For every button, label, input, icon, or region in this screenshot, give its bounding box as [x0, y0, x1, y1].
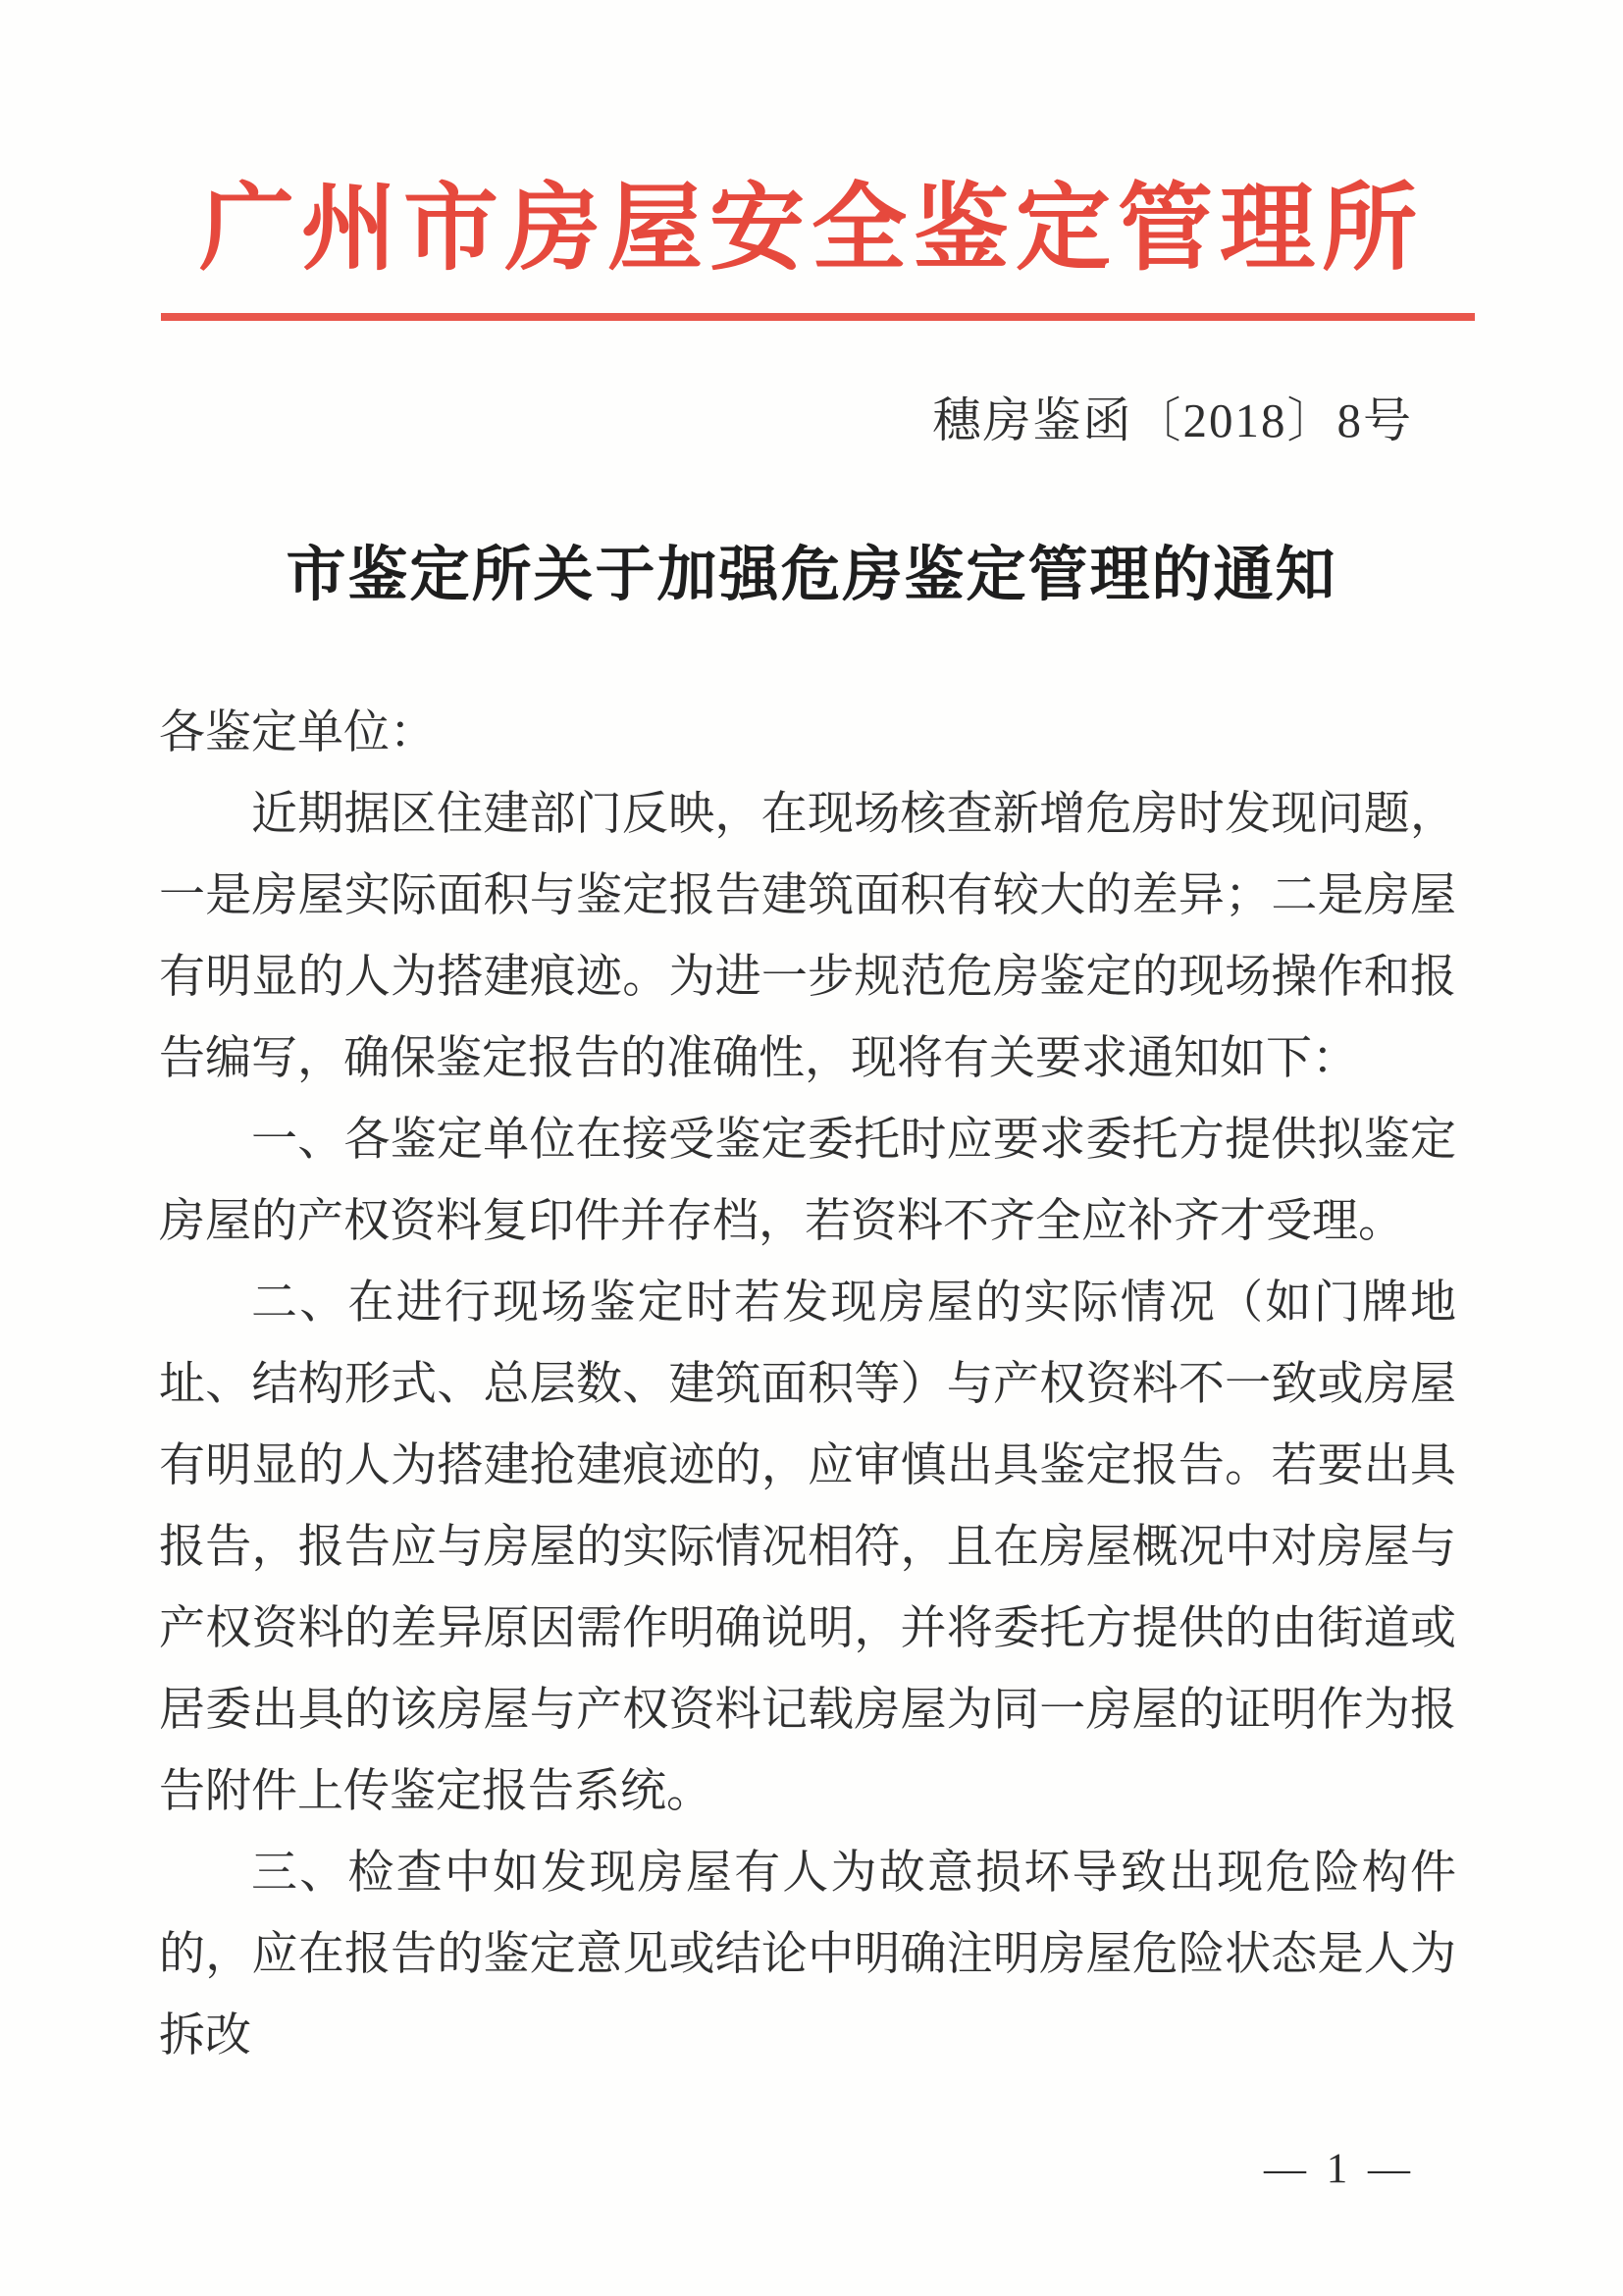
paragraph-intro: 近期据区住建部门反映，在现场核查新增危房时发现问题，一是房屋实际面积与鉴定报告建筑面积有较大的差异；二是房屋有明显的人为搭建痕迹。为进一步规范危房鉴定的现场操作和报告编写，确保鉴定报告的准确性，现将有关要求通知如下：: [159, 789, 1456, 1084]
paragraph-item-2: 二、在进行现场鉴定时若发现房屋的实际情况（如门牌地址、结构形式、总层数、建筑面积等）与产权资料不一致或房屋有明显的人为搭建抢建痕迹的，应审慎出具鉴定报告。若要出具报告，报告应与房屋的实际情况相符，且在房屋概况中对房屋与产权资料的差异原因需作明确说明，并将委托方提供的由街道或居委出具的该房屋与产权资料记载房屋为同一房屋的证明作为报告附件上传鉴定报告系统。: [159, 1278, 1456, 1817]
paragraph-item-1: 一、各鉴定单位在接受鉴定委托时应要求委托方提供拟鉴定房屋的产权资料复印件并存档，若资料不齐全应补齐才受理。: [159, 1115, 1456, 1247]
page-number: — 1 —: [1264, 2146, 1415, 2192]
letterhead-divider-rule: [161, 313, 1475, 321]
document-reference-number: 穗房鉴函〔2018〕8号: [932, 393, 1413, 447]
document-body: [159, 693, 1456, 2077]
letterhead-org-name: 广州市房屋安全鉴定管理所: [199, 177, 1424, 282]
salutation: 各鉴定单位：: [159, 707, 436, 758]
paragraph-item-3: 三、检查中如发现房屋有人为故意损坏导致出现危险构件的，应在报告的鉴定意见或结论中明确注明房屋危险状态是人为拆改: [159, 1848, 1456, 2061]
document-title: 市鉴定所关于加强危房鉴定管理的通知: [286, 543, 1337, 608]
